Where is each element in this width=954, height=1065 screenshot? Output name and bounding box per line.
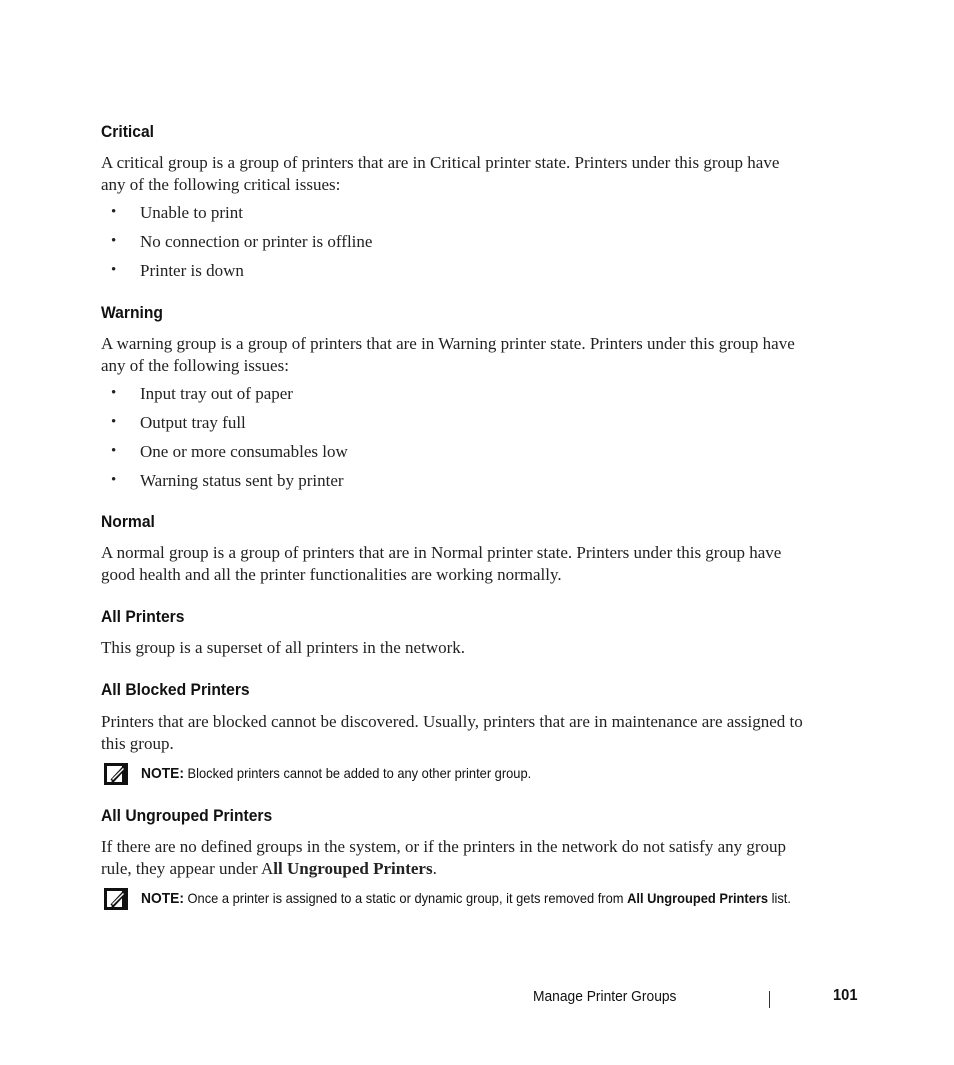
footer-chapter-title: Manage Printer Groups xyxy=(533,988,677,1005)
section-heading-all-blocked-printers: All Blocked Printers xyxy=(101,680,250,699)
all-printers-intro: This group is a superset of all printers in the network. xyxy=(101,638,466,657)
list-item: • One or more consumables low xyxy=(111,442,348,461)
bullet-glyph: • xyxy=(111,262,117,278)
critical-intro: A critical group is a group of printers that are in Critical printer state. Printers under this group have any of the following critical issues: xyxy=(101,153,780,194)
list-item: • Unable to print xyxy=(111,203,243,222)
normal-intro: A normal group is a group of printers that are in Normal printer state. Printers under this group have good health and all the printer functionalities are working normally. xyxy=(101,543,782,584)
note-label: NOTE: xyxy=(141,890,184,907)
list-item: • Warning status sent by printer xyxy=(111,471,344,490)
note-ungrouped-printers: NOTE: Once a printer is assigned to a static or dynamic group, it gets removed from All Ungrouped Printers list. xyxy=(101,888,881,914)
section-heading-all-printers: All Printers xyxy=(101,607,185,626)
footer-divider xyxy=(769,991,770,1008)
note-blocked-printers xyxy=(101,763,881,789)
note-label: NOTE: xyxy=(141,765,184,782)
list-item: • Input tray out of paper xyxy=(111,384,293,403)
note-pencil-icon xyxy=(104,888,128,910)
page-number: 101 xyxy=(833,987,858,1004)
list-item: • No connection or printer is offline xyxy=(111,232,373,251)
list-item: • Printer is down xyxy=(111,261,244,280)
section-heading-all-ungrouped-printers: All Ungrouped Printers xyxy=(101,806,273,825)
bullet-glyph: • xyxy=(111,472,117,488)
bullet-glyph: • xyxy=(111,233,117,249)
all-blocked-intro: Printers that are blocked cannot be discovered. Usually, printers that are in maintenance are assigned to this group. xyxy=(101,712,803,753)
bullet-glyph: • xyxy=(111,204,117,220)
ungrouped-printers-term: All Ungrouped Printers xyxy=(627,890,769,906)
ungrouped-printers-term: ll Ungrouped Printers xyxy=(273,858,433,878)
section-heading-critical: Critical xyxy=(101,122,155,141)
bullet-glyph: • xyxy=(111,443,117,459)
all-ungrouped-intro: If there are no defined groups in the system, or if the printers in the network do not satisfy any group rule, they appear under All Ungrouped Printers. xyxy=(101,837,787,878)
bullet-glyph: • xyxy=(111,385,117,401)
note-pencil-icon xyxy=(104,763,128,785)
note-text: Blocked printers cannot be added to any other printer group. xyxy=(183,765,532,781)
section-heading-normal: Normal xyxy=(101,512,155,531)
warning-issue-list xyxy=(101,383,801,499)
list-item: • Output tray full xyxy=(111,413,246,432)
section-heading-warning: Warning xyxy=(101,303,163,322)
critical-issue-list xyxy=(101,202,801,289)
warning-intro: A warning group is a group of printers that are in Warning printer state. Printers under this group have any of the following issues: xyxy=(101,334,795,375)
bullet-glyph: • xyxy=(111,414,117,430)
